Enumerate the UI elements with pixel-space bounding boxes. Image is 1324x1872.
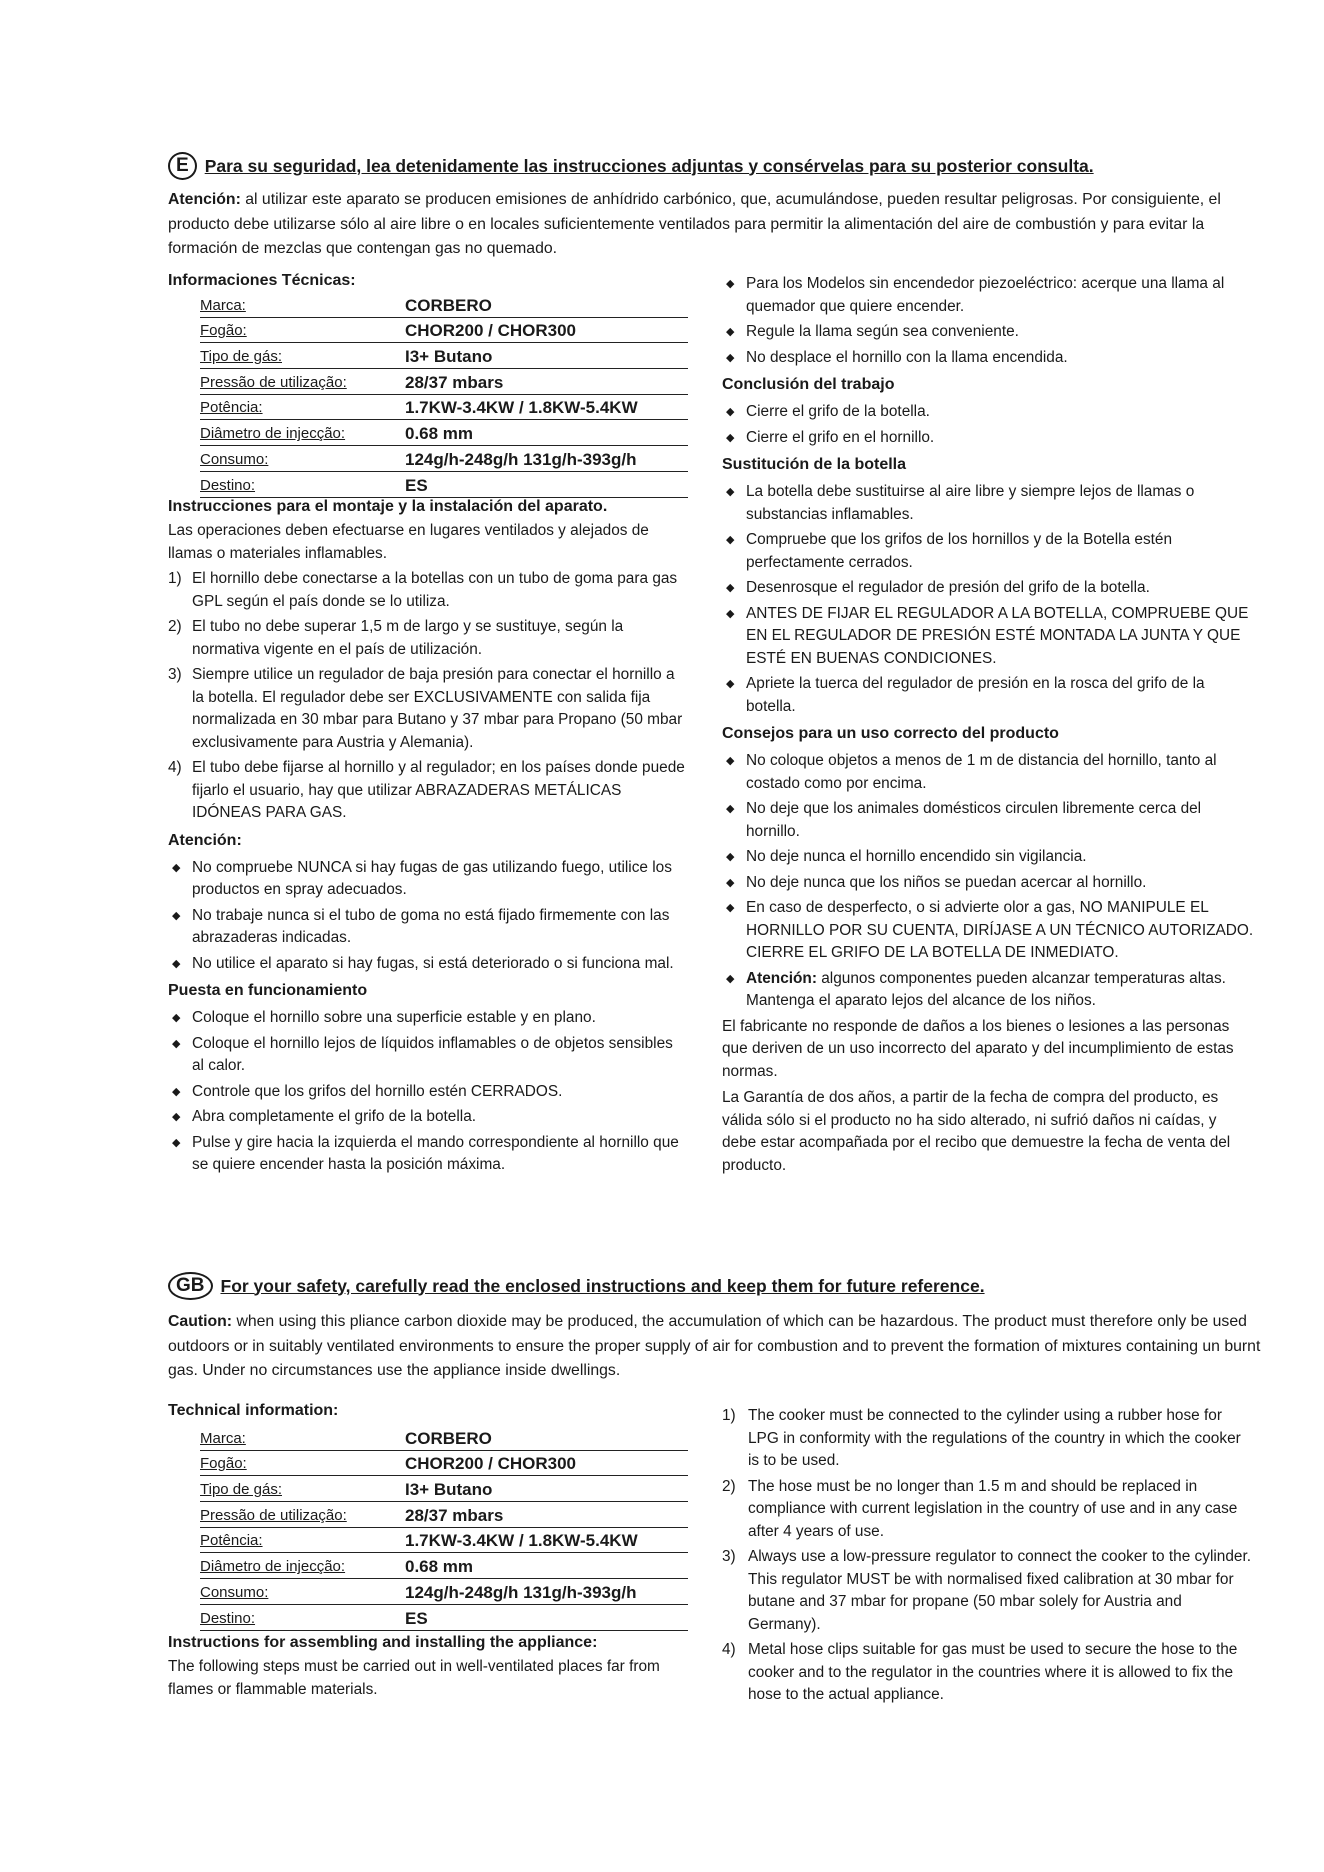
list-item: ◆ No deje nunca el hornillo encendido sin vigilancia. (722, 846, 1254, 869)
spec-value: 0.68 mm (405, 424, 474, 444)
spec-row (200, 1451, 688, 1477)
spec-value: CORBERO (405, 295, 492, 315)
step-text: The hose must be no longer than 1.5 m and should be replaced in compliance with current legislation in the country of use and in any case after 4 years of use. (748, 1477, 1238, 1540)
list-item: ◆ Compruebe que los grifos de los hornillos y de la Botella estén perfectamente cerrados. (722, 529, 1254, 574)
es-spec-table (200, 292, 688, 498)
spec-row (200, 420, 688, 446)
es-tech-heading-wrap (168, 268, 688, 294)
step-text: Siempre utilice un regulador de baja presión para conectar el hornillo a la botella. El regulador debe ser EXCLUSIVAMENTE con salida fija normalizada en 30 mbar para Butano y 37 mbar para Propano (50 mbar exclusivamente para Austria y Alemania). (192, 666, 683, 751)
list-item (168, 757, 688, 825)
es-operation-heading: Puesta en funcionamiento (168, 982, 368, 999)
list-item: ◆ Apriete la tuerca del regulador de presión en la rosca del grifo de la botella. (722, 673, 1254, 718)
step-number: 3) (168, 666, 182, 683)
step-text: Metal hose clips suitable for gas must be used to secure the hose to the cooker and to the regulator in the countries where it is allowed to fix the hose to the actual appliance. (748, 1641, 1238, 1703)
gb-intro (168, 1310, 1263, 1384)
spec-value: 0.68 mm (405, 1557, 474, 1577)
spec-label: Diâmetro de injecção: (200, 425, 346, 443)
spec-row (200, 1476, 688, 1502)
list-item: ◆ ANTES DE FIJAR EL REGULADOR A LA BOTELLA, COMPRUEBE QUE EN EL REGULADOR DE PRESIÓN ESTÉ MONTADA LA JUNTA Y QUE ESTÉ EN BUENAS CONDICIONES. (722, 603, 1254, 671)
step-text: El tubo debe fijarse al hornillo y al regulador; en los países donde puede fijarlo el usuario, hay que utilizar ABRAZADERAS METÁLICAS IDÓNEAS PARA GAS. (192, 759, 685, 821)
spec-value: 28/37 mbars (405, 372, 504, 392)
gb-tech-heading: Technical information: (168, 1402, 339, 1419)
es-intro-label: Atención: (168, 191, 241, 208)
spec-label: Tipo de gás: (200, 1481, 282, 1499)
es-intro (168, 188, 1263, 262)
spec-row (200, 318, 688, 344)
gb-right-column (722, 1402, 1254, 1710)
es-end-heading: Conclusión del trabajo (722, 376, 895, 393)
gb-intro-label: Caution: (168, 1313, 233, 1330)
list-item: ◆ No deje nunca que los niños se puedan acercar al hornillo. (722, 872, 1254, 895)
gb-language-badge: GB (168, 1272, 213, 1300)
spec-label: Fogão: (200, 322, 247, 340)
gb-left-column (168, 1630, 688, 1701)
spec-row (200, 1502, 688, 1528)
step-text: Always use a low-pressure regulator to connect the cooker to the cylinder. This regulator MUST be with normalised fixed calibration at 30 mbar for butane and 37 mbar for propane (50 mbar solely for Austria and Germany). (748, 1548, 1252, 1633)
list-item (722, 1476, 1254, 1544)
spec-value: 124g/h-248g/h 131g/h-393g/h (405, 1582, 637, 1602)
es-warranty: La Garantía de dos años, a partir de la fecha de compra del producto, es válida sólo si el producto no ha sido alterado, ni sufrió daños ni caídas, y debe estar acompañada por el recibo que demuestre la fecha de venta del producto. (722, 1089, 1231, 1174)
list-item: ◆ No trabaje nunca si el tubo de goma no está fijado firmemente con las abrazaderas indicadas. (168, 905, 688, 950)
list-item: ◆ Cierre el grifo en el hornillo. (722, 427, 1254, 450)
spec-row (200, 1528, 688, 1554)
spec-row (200, 1579, 688, 1605)
es-install-heading: Instrucciones para el montaje y la instalación del aparato. (168, 498, 608, 515)
spec-value: 124g/h-248g/h 131g/h-393g/h (405, 449, 637, 469)
spec-value: ES (405, 475, 428, 495)
gb-intro-text: when using this pliance carbon dioxide may be produced, the accumulation of which can be hazardous. The product must therefore only be used outdoors or in suitably ventilated environments to ensure the proper supply of air for combustion and to prevent the formation of mixtures containing un burnt gas. Under no circumstances use the appliance inside dwellings. (168, 1313, 1261, 1379)
spec-value: CHOR200 / CHOR300 (405, 1454, 577, 1474)
list-item: ◆ Abra completamente el grifo de la botella. (168, 1106, 688, 1129)
list-item (168, 568, 688, 613)
list-item: ◆ Controle que los grifos del hornillo estén CERRADOS. (168, 1081, 688, 1104)
step-number: 1) (722, 1407, 736, 1424)
list-item: ◆ No desplace el hornillo con la llama encendida. (722, 347, 1254, 370)
es-tech-heading: Informaciones Técnicas: (168, 272, 356, 289)
list-item: ◆ Desenrosque el regulador de presión del grifo de la botella. (722, 577, 1254, 600)
es-liability: El fabricante no responde de daños a los bienes o lesiones a las personas que deriven de un uso incorrecto del aparato y del incumplimiento de estas normas. (722, 1017, 1234, 1080)
list-item: ◆ Cierre el grifo de la botella. (722, 401, 1254, 424)
spec-label: Marca: (200, 296, 246, 314)
step-text: El tubo no debe superar 1,5 m de largo y se sustituye, según la normativa vigente en el país de utilización. (192, 618, 624, 658)
spec-row (200, 446, 688, 472)
spec-label: Destino: (200, 476, 256, 494)
gb-install-heading: Instructions for assembling and installing the appliance: (168, 1634, 598, 1651)
step-number: 2) (722, 1477, 736, 1495)
step-text: The cooker must be connected to the cylinder using a rubber hose for LPG in conformity with the regulations of the country in which the cooker is to be used. (748, 1407, 1241, 1469)
list-item (168, 616, 688, 661)
spec-row (200, 1605, 688, 1631)
list-item: ◆ Coloque el hornillo sobre una superficie estable y en plano. (168, 1007, 688, 1030)
step-number: 2) (168, 618, 182, 635)
spec-row (200, 369, 688, 395)
es-safety-title: Para su seguridad, lea detenidamente las instrucciones adjuntas y consérvelas para su posterior consulta. (204, 155, 1094, 176)
list-item: ◆ En caso de desperfecto, o si advierte olor a gas, NO MANIPULE EL HORNILLO POR SU CUENTA, DIRÍJASE A UN TÉCNICO AUTORIZADO. CIERRE EL GRIFO DE LA BOTELLA DE INMEDIATO. (722, 897, 1254, 965)
spec-value: 1.7KW-3.4KW / 1.8KW-5.4KW (405, 1531, 638, 1551)
es-attention-heading: Atención: (168, 831, 242, 849)
list-item: ◆ No coloque objetos a menos de 1 m de distancia del hornillo, tanto al costado como por encima. (722, 750, 1254, 795)
spec-label: Diâmetro de injecção: (200, 1558, 346, 1576)
list-item (168, 664, 688, 754)
spec-row (200, 395, 688, 421)
spec-row (200, 292, 688, 318)
spec-label: Potência: (200, 1532, 263, 1550)
spec-row (200, 343, 688, 369)
spec-value: ES (405, 1608, 428, 1628)
step-number: 4) (168, 759, 182, 776)
spec-value: I3+ Butano (405, 1480, 493, 1500)
list-item: ◆ Para los Modelos sin encendedor piezoeléctrico: acerque una llama al quemador que quiere encender. (722, 273, 1254, 318)
spec-label: Pressão de utilização: (200, 1506, 347, 1524)
spec-value: 28/37 mbars (405, 1505, 504, 1525)
spec-label: Consumo: (200, 450, 269, 468)
list-item: ◆ Pulse y gire hacia la izquierda el mando correspondiente al hornillo que se quiere encender hasta la posición máxima. (168, 1132, 688, 1177)
step-number: 1) (168, 570, 182, 587)
spec-label: Tipo de gás: (200, 348, 282, 366)
es-tips-heading: Consejos para un uso correcto del producto (722, 725, 1059, 742)
spec-value: 1.7KW-3.4KW / 1.8KW-5.4KW (405, 398, 638, 418)
step-text: El hornillo debe conectarse a la botellas con un tubo de goma para gas GPL según el país donde se lo utiliza. (192, 570, 678, 610)
spec-value: CHOR200 / CHOR300 (405, 321, 577, 341)
spec-label: Destino: (200, 1609, 256, 1627)
list-item (722, 1405, 1254, 1473)
step-number: 3) (722, 1548, 736, 1565)
es-right-column (722, 270, 1254, 1177)
es-replace-heading: Sustitución de la botella (722, 456, 907, 473)
gb-install-intro: The following steps must be carried out in well-ventilated places far from flames or flammable materials. (168, 1658, 660, 1698)
es-intro-text: al utilizar este aparato se producen emisiones de anhídrido carbónico, que, acumulándose, pueden resultar peligrosas. Por consiguiente, el producto debe utilizarse sólo al aire libre o en locales suficientemente ventilados para permitir la alimentación del aire de combustión y para evitar la formación de mezclas que contengan gas no quemado. (168, 191, 1221, 257)
spec-row (200, 1425, 688, 1451)
list-item (722, 1639, 1254, 1707)
es-tips-attention-text: algunos componentes pueden alcanzar temperaturas altas. Mantenga el aparato lejos del alcance de los niños. (746, 969, 1226, 1009)
es-install-intro: Las operaciones deben efectuarse en lugares ventilados y alejados de llamas o materiales inflamables. (168, 522, 649, 562)
spec-value: I3+ Butano (405, 347, 493, 367)
es-left-column (168, 494, 688, 1180)
spec-value: CORBERO (405, 1428, 492, 1448)
es-section-title (168, 152, 1094, 180)
list-item (722, 968, 1254, 1013)
gb-tech-heading-wrap (168, 1398, 688, 1424)
list-item: ◆ No deje que los animales domésticos circulen libremente cerca del hornillo. (722, 798, 1254, 843)
gb-spec-table (200, 1425, 688, 1631)
list-item: ◆ Regule la llama según sea conveniente. (722, 321, 1254, 344)
spec-label: Pressão de utilização: (200, 373, 347, 391)
es-language-badge: E (168, 152, 197, 180)
spec-label: Marca: (200, 1429, 246, 1447)
gb-section-title (168, 1272, 985, 1300)
spec-row (200, 1553, 688, 1579)
gb-safety-title: For your safety, carefully read the enclosed instructions and keep them for future reference. (220, 1275, 985, 1296)
list-item (722, 1546, 1254, 1636)
es-tips-attention-label: Atención: (746, 969, 817, 987)
list-item: ◆ No utilice el aparato si hay fugas, si está deteriorado o si funciona mal. (168, 953, 688, 976)
list-item: ◆ No compruebe NUNCA si hay fugas de gas utilizando fuego, utilice los productos en spray adecuados. (168, 857, 688, 902)
list-item: ◆ Coloque el hornillo lejos de líquidos inflamables o de objetos sensibles al calor. (168, 1033, 688, 1078)
spec-label: Consumo: (200, 1583, 269, 1601)
list-item: ◆ La botella debe sustituirse al aire libre y siempre lejos de llamas o substancias inflamables. (722, 481, 1254, 526)
step-number: 4) (722, 1641, 736, 1658)
spec-label: Potência: (200, 399, 263, 417)
spec-label: Fogão: (200, 1455, 247, 1473)
